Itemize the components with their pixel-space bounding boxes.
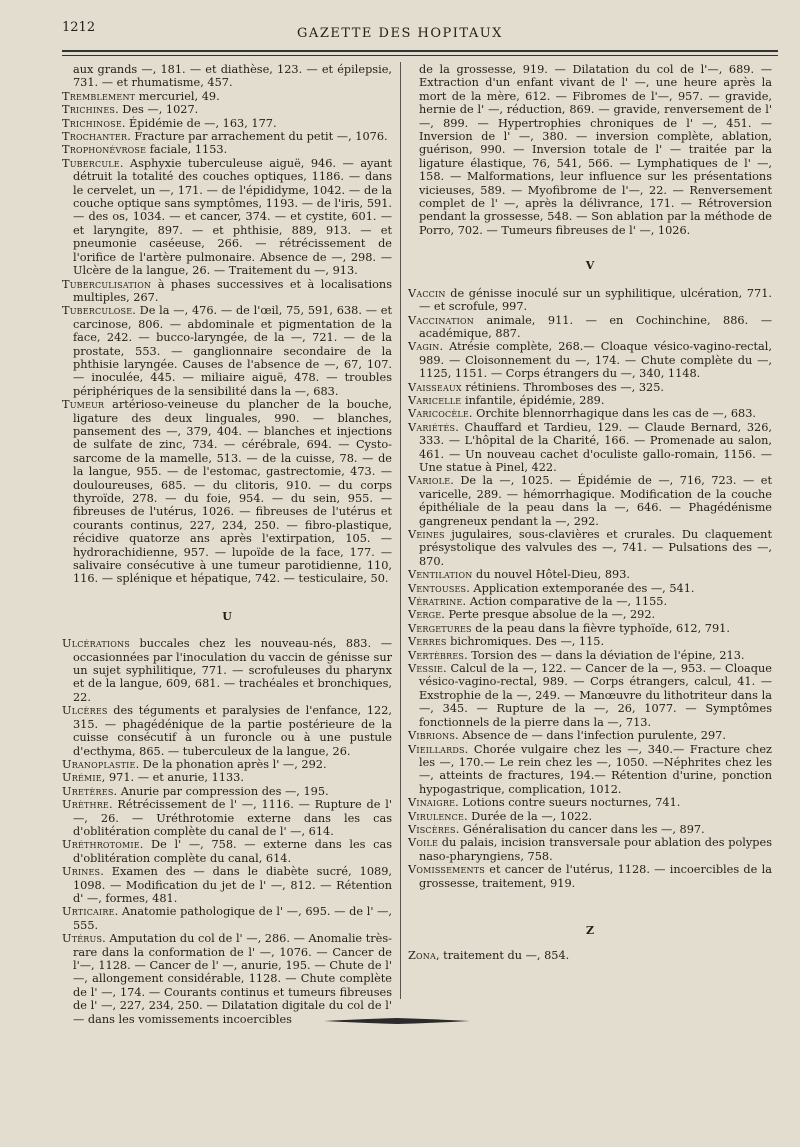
index-section-z [408,949,772,962]
index-entry [62,398,392,586]
entry-text: . Durée de la —, 1022. [464,809,593,823]
entry-headword: Utérus [62,932,103,946]
entry-text: de la peau dans la fièvre typhoïde, 612, 791. [471,621,730,635]
entry-text: . Application extemporanée des —, 541. [466,581,695,595]
entry-headword: Vibrions [408,729,456,743]
entry-headword: Vaccin [408,286,446,300]
entry-text: du palais, incision transversale pour ablation des polypes naso-pharyngiens, 758. [419,836,772,863]
entry-headword: Variole [408,474,451,488]
entry-headword: Veines [408,528,445,541]
entry-headword: Ventilation [408,568,473,582]
index-entry [62,905,392,932]
entry-headword: Trophonévrose [62,143,147,157]
index-entry [62,304,392,398]
index-entry [408,796,772,809]
index-entry [408,743,772,797]
entry-text: . De l' —, 758. — externe dans les cas d'oblitération complète du canal, 614. [73,838,392,865]
index-entry [408,568,772,581]
entry-headword: Vomissements [408,863,485,877]
entry-text: . Orchite blennorrhagique dans les cas de —, 683. [468,407,757,421]
entry-headword: Vératrine [408,595,463,609]
entry-text: infantile, épidémie, 289. [461,393,605,407]
entry-text: bichromiques. Des —, 115. [446,635,605,649]
index-entry [62,278,392,305]
entry-text: faciale, 1153. [146,143,228,157]
entry-headword: Trochanter [62,130,128,144]
entry-text: . De la —, 476. — de l'œil, 75, 591, 638. — et carcinose, 806. — abdominale et pigmentation de la face, 242. — bucco-laryngée, de la —, 721. — de la prostate, 553. — ganglionnaire secondaire de la phthisie laryngée. Causes de l'absence de —, 67, 107. — inoculée, 445. — miliaire aiguë, 478. — troubles périphériques de la sensibilité dans la —, 683. [73,304,392,398]
entry-text: . Atrésie complète, 268.— Cloaque vésico-vagino-rectal, 989. — Cloisonnement du —, 174. — Chute complète du —, 1125, 1151. — Corps étrangers du —, 340, 1148. [419,340,772,381]
entry-headword: Verge [408,608,442,622]
index-entry [408,823,772,836]
entry-text: jugulaires, sous-clavières et crurales. Du claquement présystolique des valvules des —, 741. — Pulsations des —, 870. [419,528,772,568]
entry-text: de génisse inoculé sur un syphilitique, ulcération, 771. — et scrofule, 997. [419,286,772,314]
entry-text: . Action comparative de la —, 1155. [462,595,668,609]
entry-headword: Ventouses [408,581,467,595]
entry-text: du nouvel Hôtel-Dieu, 893. [472,568,630,582]
index-entry [408,949,772,962]
entry-text: . De la —, 1025. — Épidémie de —, 716, 723. — et varicelle, 289. — hémorrhagique. Modification de la couche épithéliale de la peau dans la —, 646. — Phagédénisme gangreneux pendant la —, 292. [419,474,772,528]
index-entry [408,63,772,237]
entry-text: . Asphyxie tuberculeuse aiguë, 946. — ayant détruit la totalité des couches optiques, 1186. — dans le cervelet, un —, 171. — de l'épididyme, 1042. — de la couche optique sans symptômes, 1193. — de l'iris, 591. — des os, 1034. — et cancer, 374. — et cystite, 601. — et laryngite, 897. — et phthisie, 889, 913. — et pneumonie caséeuse, 266. — rétrécissement de l'orifice de l'artère pulmonaire. Absence de —, 298. — Ulcère de la langue, 26. — Traitement du —, 913. [73,156,392,278]
entry-headword: Vieillards [408,742,465,756]
entry-headword: Urèthre [62,798,109,812]
index-entry [408,810,772,823]
running-title: GAZETTE DES HOPITAUX [297,26,503,41]
entry-headword: Vagin [408,340,440,354]
entry-text: des téguments et paralysies de l'enfance, 122, 315. — phagédénique de la partie postérieure de la cuisse consécutif à un furoncle ou à une pustule d'ecthyma, 865. — tuberculeux de la langue, 26. [73,704,392,758]
entry-headword: Vessie [408,662,444,676]
entry-headword: Verres [408,635,447,649]
entry-headword: Virulence [408,809,464,823]
index-entry [62,63,392,90]
index-entry [62,838,392,865]
index-entry [62,90,392,103]
index-entry [408,622,772,635]
entry-headword: Trichines [62,103,116,117]
section-letter-v: V [585,259,595,273]
index-entry [62,785,392,798]
entry-text: rétiniens. Thromboses des —, 325. [461,380,665,394]
header-rule-thick [62,50,778,52]
entry-text: . Rétrécissement de l' —, 1116. — Rupture de l' —, 26. — Uréthrotomie externe dans les cas d'oblitération complète du canal de l' —, 614. [73,798,392,838]
entry-text: et cancer de l'utérus, 1128. — incoercibles de la grossesse, traitement, 919. [419,863,772,890]
entry-headword: Zona [408,949,436,963]
entry-text: . Anurie par compression des —, 195. [113,784,329,798]
index-entry [408,863,772,890]
entry-headword: Ulcères [62,704,108,718]
entry-headword: Trichinose [62,116,122,130]
entry-headword: Uréthrotomie [62,838,140,852]
index-entry [62,932,392,1026]
entry-headword: Vaccination [408,313,474,327]
entry-text: . Anatomie pathologique de l' —, 695. — de l' —, 555. [73,905,392,932]
entry-text: . Calcul de la —, 122. — Cancer de la —, 953. — Cloaque vésico-vagino-rectal, 989. — Corps étrangers, calcul, 41. — Exstrophie de la —, 249. — Manœuvre du lithotriteur dans la —, 345. — Rupture de la —, 26, 1077. — Symptômes fonctionnels de la pierre dans la —, 713. [419,662,772,729]
entry-headword: Vaisseaux [408,380,462,394]
entry-headword: Uretères [62,784,114,798]
index-entry [408,635,772,648]
index-entry [408,421,772,475]
index-entry [62,117,392,130]
entry-text: mercuriel, 49. [135,89,220,103]
index-section-u-continued [408,63,772,237]
entry-text: artérioso-veineuse du plancher de la bouche, ligature des deux linguales, 990. — blanches, pansement des —, 379, 404. — blanches et injections de sulfate de zinc, 734. — cérébrale, 694. — Cysto-sarcome de la mamelle, 513. — de la cuisse, 78. — de la langue, 955. — de l'estomac, gastrectomie, 473. — douloureuses, 685. — du clitoris, 910. — du corps thyroïde, 278. — du foie, 954. — du sein, 955. — fibreuses de l'utérus, 1026. — fibreuses de l'utérus et courants continus, 227, 234, 250. — fibro-plastique, récidive quatorze ans après l'extirpation, 105. — hydrorachidienne, 957. — lupoïde de la face, 177. — salivaire consécutive à une tumeur parotidienne, 110, 116. — splénique et hépatique, 742. — testiculaire, 50. [73,398,392,586]
index-entry [408,836,772,863]
entry-text: . Amputation du col de l' —, 286. — Anomalie très-rare dans la conformation de l' —, 1076. — Cancer de l'—, 1128. — Cancer de l' —, anurie, 195. — Chute de l' —, allongement considérable, 1128. — Chute complète de l' —, 174. — Courants continus et tumeurs fibreuses de l' —, 227, 234, 250. — Dilatation digitale du col de l' — dans les vomissements incoercibles [73,932,392,1026]
entry-headword: Tremblement [62,89,136,103]
entry-text: buccales chez les nouveau-nés, 883. — occasionnées par l'inoculation du vaccin de génisse sur un sujet syphilitique, 771. — scrofuleuses du pharynx et de la langue, 609, 681. — trachéales et bronchiques, 22. [73,637,392,704]
tail-ornament-icon [322,1016,472,1026]
entry-headword: Ulcérations [62,637,130,651]
index-section-u [62,637,392,1026]
index-entry [62,798,392,838]
entry-text: , traitement du —, 854. [436,949,570,963]
entry-headword: Varicocèle [408,407,469,421]
entry-text: . Torsion des — dans la déviation de l'épine, 213. [464,648,745,662]
entry-text: . Examen des — dans le diabète sucré, 1089, 1098. — Modification du jet de l' —, 812. — Rétention d' —, formes, 481. [73,865,392,905]
entry-text: . Des —, 1027. [115,103,199,117]
index-entry [62,637,392,704]
index-entry [408,407,772,420]
index-entry [408,528,772,568]
index-entry [62,865,392,905]
index-entry [62,130,392,143]
entry-text: aux grands —, 181. — et diathèse, 123. — et épilepsie, 731. — et rhumatisme, 457. [73,63,392,90]
entry-text: , 971. — et anurie, 1133. [101,771,244,785]
index-section-t [62,63,392,586]
entry-headword: Urticaire [62,905,115,919]
index-entry [408,394,772,407]
index-entry [408,287,772,314]
index-section-v [408,287,772,890]
index-entry [408,729,772,742]
index-entry [408,314,772,341]
entry-headword: Viscères [408,822,456,836]
entry-text: . Chorée vulgaire chez les —, 340.— Fracture chez les —, 170.— Le rein chez les —, 1050. —Néphrites chez les —, atteints de fractures, 194.— Rétention d'urine, ponction hypogastrique, complication, 1012. [419,742,772,796]
index-entry [62,157,392,278]
entry-text: . Perte presque absolue de la —, 292. [441,608,656,622]
index-entry [62,704,392,758]
entry-headword: Vertèbres [408,648,465,662]
entry-text: . Fracture par arrachement du petit —, 1076. [127,130,388,144]
entry-headword: Tumeur [62,398,105,412]
entry-text: à phases successives et à localisations multiples, 267. [73,277,392,304]
entry-headword: Voile [408,836,439,850]
entry-headword: Vergetures [408,621,472,635]
entry-headword: Urémie [62,771,102,785]
index-entry [408,474,772,528]
header-rule-thin [62,55,778,56]
left-column [62,63,392,1026]
entry-headword: Tubercule [62,156,120,170]
entry-text: . Généralisation du cancer dans les —, 897. [455,822,705,836]
index-entry [408,340,772,380]
entry-headword: Varicelle [408,393,462,407]
entry-text: . Chauffard et Tardieu, 129. — Claude Bernard, 326, 333. — L'hôpital de la Charité, 166. — Promenade au salon, 461. — Un nouveau cachet d'oculiste gallo-romain, 1156. — Une statue à Pinel, 422. [419,420,772,474]
entry-text: de la grossesse, 919. — Dilatation du col de l'—, 689. — Extraction d'un enfant vivant de l' —, une heure après la mort de la mère, 612. — Fibromes de l'—, 957. — gravide, hernie de l' —, réduction, 869. — gravide, renversement de l' —, 899. — Hypertrophies chroniques de l' —, 451. — Inversion de l' —, 380. — inversion complète, ablation, guérison, 990. — Inversion totale de l' — traitée par la ligature élastique, 76, 541, 566. — Lymphatiques de l' —, 158. — Malformations, leur influence sur les présentations vicieuses, 589. — Myofibrome de l'—, 22. — Renversement complet de l' —, après la délivrance, 171. — Rétroversion pendant la grossesse, 548. — Son ablation par la méthode de Porro, 702. — Tumeurs fibreuses de l' —, 1026. [419,63,772,237]
section-letter-z: Z [585,923,595,937]
index-entry [408,381,772,394]
right-column [400,63,772,963]
index-entry [408,595,772,608]
index-entry [408,662,772,729]
index-entry [62,771,392,784]
entry-headword: Tuberculisation [62,277,152,291]
index-entry [62,143,392,156]
entry-headword: Variétés [408,420,456,434]
page-number: 1212 [62,20,96,35]
index-entry [62,758,392,771]
entry-text: . Lotions contre sueurs nocturnes, 741. [455,796,681,810]
entry-headword: Tuberculose [62,304,133,318]
entry-headword: Uranoplastie [62,757,136,771]
index-entry [408,608,772,621]
entry-text: . Épidémie de —, 163, 177. [121,116,277,130]
section-letter-u: U [222,609,232,623]
entry-text: animale, 911. — en Cochinchine, 886. — académique, 887. [419,313,772,340]
index-entry [408,582,772,595]
index-entry [408,649,772,662]
entry-headword: Urines [62,865,101,879]
entry-headword: Vinaigre [408,796,456,810]
entry-text: . Absence de — dans l'infection purulente, 297. [455,729,726,743]
index-entry [62,103,392,116]
entry-text: . De la phonation après l' —, 292. [135,757,327,771]
